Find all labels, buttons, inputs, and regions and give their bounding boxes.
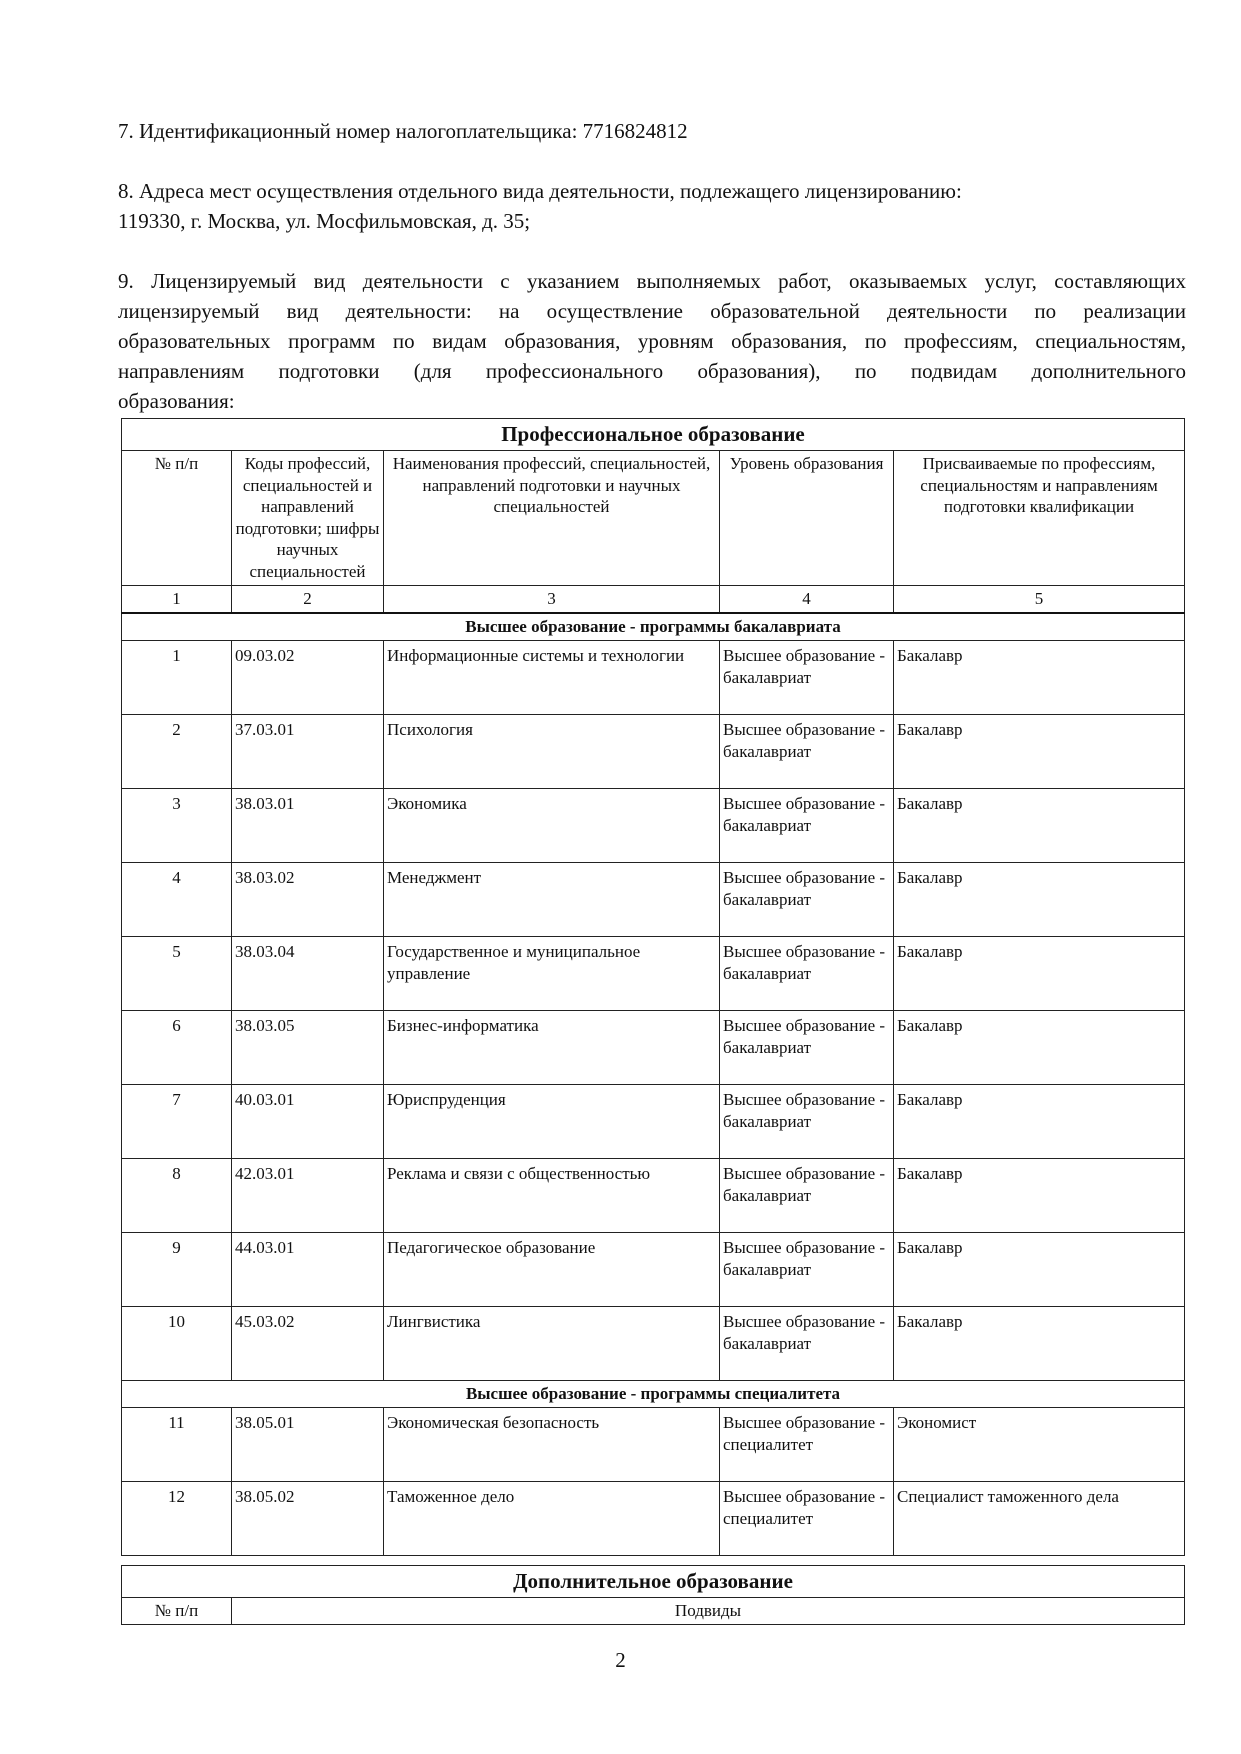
education-level: Высшее образование - бакалавриат <box>720 1233 894 1307</box>
table-row <box>122 937 1185 1011</box>
program-name: Психология <box>384 715 720 789</box>
program-code: 38.05.01 <box>232 1408 384 1482</box>
program-name: Лингвистика <box>384 1307 720 1381</box>
program-name: Экономическая безопасность <box>384 1408 720 1482</box>
tax-id-paragraph: 7. Идентификационный номер налогоплательщика: 7716824812 <box>118 119 688 143</box>
activity-line: образовательных программ по видам образования, уровням образования, по профессиям, специальностям, <box>118 329 1186 353</box>
row-number: 4 <box>122 863 232 937</box>
column-header-qualification: Присваиваемые по профессиям, специальностям и направлениям подготовки квалификации <box>894 451 1185 586</box>
qualification: Бакалавр <box>894 863 1185 937</box>
education-level: Высшее образование - бакалавриат <box>720 715 894 789</box>
table-row <box>122 789 1185 863</box>
program-name: Бизнес-информатика <box>384 1011 720 1085</box>
qualification: Бакалавр <box>894 641 1185 715</box>
education-level: Высшее образование - специалитет <box>720 1408 894 1482</box>
column-header-code: Коды профессий, специальностей и направлений подготовки; шифры научных специальностей <box>232 451 384 586</box>
row-number: 1 <box>122 641 232 715</box>
row-number: 2 <box>122 715 232 789</box>
table-row <box>122 641 1185 715</box>
column-number: 2 <box>232 586 384 614</box>
row-number: 11 <box>122 1408 232 1482</box>
qualification: Бакалавр <box>894 1085 1185 1159</box>
column-number: 5 <box>894 586 1185 614</box>
education-level: Высшее образование - специалитет <box>720 1482 894 1556</box>
program-code: 38.03.01 <box>232 789 384 863</box>
section-row <box>122 1381 1185 1408</box>
qualification: Бакалавр <box>894 715 1185 789</box>
qualification: Бакалавр <box>894 1307 1185 1381</box>
row-number: 6 <box>122 1011 232 1085</box>
education-level: Высшее образование - бакалавриат <box>720 641 894 715</box>
column-header-name: Наименования профессий, специальностей, направлений подготовки и научных специальностей <box>384 451 720 586</box>
table-caption: Профессиональное образование <box>122 419 1185 451</box>
table-row <box>122 1085 1185 1159</box>
program-name: Юриспруденция <box>384 1085 720 1159</box>
addresses-paragraph <box>118 176 1186 236</box>
table-row <box>122 1307 1185 1381</box>
row-number: 5 <box>122 937 232 1011</box>
table-row <box>122 715 1185 789</box>
row-number: 9 <box>122 1233 232 1307</box>
education-level: Высшее образование - бакалавриат <box>720 937 894 1011</box>
column-header-number: № п/п <box>122 451 232 586</box>
table-row <box>122 863 1185 937</box>
program-code: 38.03.05 <box>232 1011 384 1085</box>
program-code: 44.03.01 <box>232 1233 384 1307</box>
column-number: 1 <box>122 586 232 614</box>
row-number: 10 <box>122 1307 232 1381</box>
education-level: Высшее образование - бакалавриат <box>720 1159 894 1233</box>
program-code: 42.03.01 <box>232 1159 384 1233</box>
education-level: Высшее образование - бакалавриат <box>720 789 894 863</box>
activity-paragraph <box>118 266 1186 416</box>
education-level: Высшее образование - бакалавриат <box>720 1011 894 1085</box>
section-title: Высшее образование - программы бакалавриата <box>122 613 1185 641</box>
addresses-heading: 8. Адреса мест осуществления отдельного вида деятельности, подлежащего лицензированию: <box>118 179 962 203</box>
table-row <box>122 1011 1185 1085</box>
row-number: 3 <box>122 789 232 863</box>
program-code: 38.03.02 <box>232 863 384 937</box>
activity-line: лицензируемый вид деятельности: на осуществление образовательной деятельности по реализации <box>118 299 1186 323</box>
program-code: 38.05.02 <box>232 1482 384 1556</box>
qualification: Экономист <box>894 1408 1185 1482</box>
qualification: Бакалавр <box>894 1011 1185 1085</box>
activity-line: 9. Лицензируемый вид деятельности с указанием выполняемых работ, оказываемых услуг, составляющих <box>118 269 1186 293</box>
qualification: Специалист таможенного дела <box>894 1482 1185 1556</box>
qualification: Бакалавр <box>894 937 1185 1011</box>
program-code: 09.03.02 <box>232 641 384 715</box>
program-name: Реклама и связи с общественностью <box>384 1159 720 1233</box>
qualification: Бакалавр <box>894 1159 1185 1233</box>
education-level: Высшее образование - бакалавриат <box>720 863 894 937</box>
table-row <box>122 1482 1185 1556</box>
program-name: Государственное и муниципальное управление <box>384 937 720 1011</box>
column-number: 4 <box>720 586 894 614</box>
program-name: Информационные системы и технологии <box>384 641 720 715</box>
column-header-level: Уровень образования <box>720 451 894 586</box>
section-row <box>122 613 1185 641</box>
page-number: 2 <box>615 1648 626 1672</box>
qualification: Бакалавр <box>894 1233 1185 1307</box>
program-code: 40.03.01 <box>232 1085 384 1159</box>
activity-line: направлениям подготовки (для профессионального образования), по подвидам дополнительного <box>118 359 1186 383</box>
program-code: 45.03.02 <box>232 1307 384 1381</box>
program-name: Таможенное дело <box>384 1482 720 1556</box>
column-number: 3 <box>384 586 720 614</box>
education-level: Высшее образование - бакалавриат <box>720 1307 894 1381</box>
program-code: 38.03.04 <box>232 937 384 1011</box>
table-row <box>122 1233 1185 1307</box>
column-header-number: № п/п <box>122 1598 232 1625</box>
program-name: Менеджмент <box>384 863 720 937</box>
column-header-subtypes: Подвиды <box>232 1598 1185 1625</box>
table-row <box>122 1159 1185 1233</box>
additional-education-table <box>121 1565 1185 1625</box>
table-caption: Дополнительное образование <box>122 1566 1185 1598</box>
row-number: 7 <box>122 1085 232 1159</box>
section-title: Высшее образование - программы специалитета <box>122 1381 1185 1408</box>
professional-education-table <box>121 418 1185 1556</box>
program-code: 37.03.01 <box>232 715 384 789</box>
qualification: Бакалавр <box>894 789 1185 863</box>
row-number: 8 <box>122 1159 232 1233</box>
education-level: Высшее образование - бакалавриат <box>720 1085 894 1159</box>
program-name: Экономика <box>384 789 720 863</box>
activity-line: образования: <box>118 389 235 413</box>
address-line: 119330, г. Москва, ул. Мосфильмовская, д. 35; <box>118 209 531 233</box>
row-number: 12 <box>122 1482 232 1556</box>
program-name: Педагогическое образование <box>384 1233 720 1307</box>
table-row <box>122 1408 1185 1482</box>
